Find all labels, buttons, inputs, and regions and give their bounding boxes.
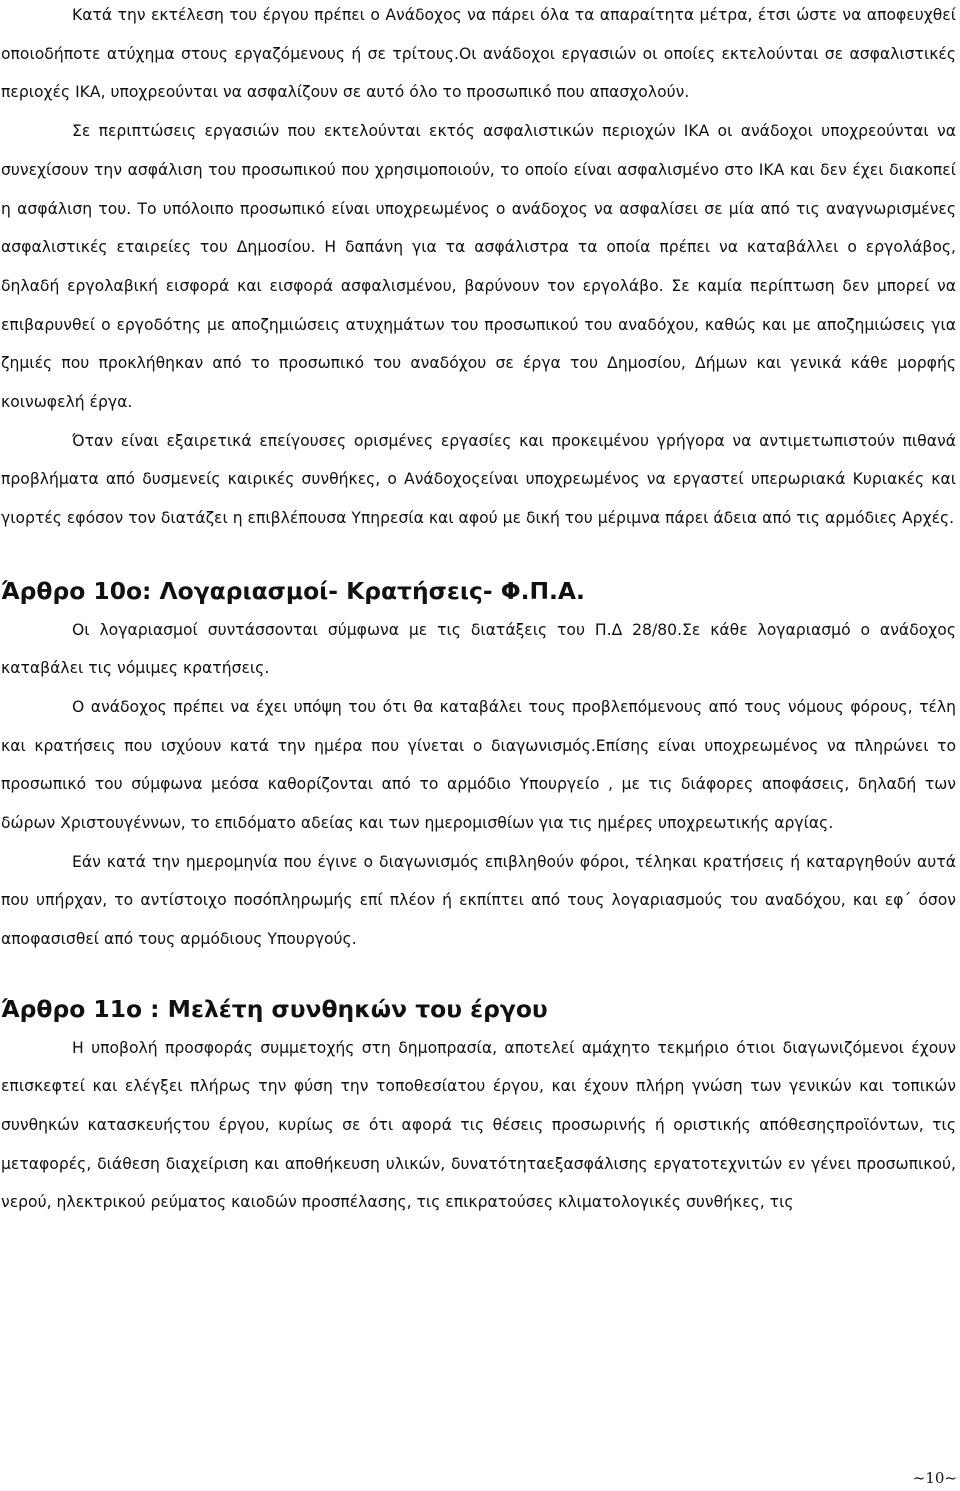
paragraph-overtime: Όταν είναι εξαιρετικά επείγουσες ορισμένες εργασίες και προκειμένου γρήγορα να αντιμετωπιστούν πιθανά προβλήματα από δυσμενείς καιρικές συνθήκες, ο Ανάδοχοςείναι υποχρεωμένος να εργαστεί υπερωριακά Κυριακές και γιορτές εφόσον τον διατάζει η επιβλέπουσα Υπηρεσία και αφού με δική του μέριμνα πάρει άδεια από τις αρμόδιες Αρχές. [1,431,956,528]
article-10-heading: Άρθρο 10ο: Λογαριασμοί- Κρατήσεις- Φ.Π.Α. [1,576,585,605]
article-11-heading: Άρθρο 11ο : Μελέτη συνθηκών του έργου [1,994,548,1023]
paragraph-insurance: Σε περιπτώσεις εργασιών που εκτελούνται εκτός ασφαλιστικών περιοχών ΙΚΑ οι ανάδοχοι υποχρεούνται να συνεχίσουν την ασφάλιση του προσωπικού που χρησιμοποιούν, το οποίο είναι ασφαλισμένο στο ΙΚΑ και δεν έχει διακοπεί η ασφάλιση του. Το υπόλοιπο προσωπικό είναι υποχρεωμένος ο ανάδοχος να ασφαλίσει σε μία από τις αναγνωρισμένες ασφαλιστικές εταιρείες του Δημοσίου. Η δαπάνη για τα ασφάλιστρα τα οποία πρέπει να καταβάλλει ο εργολάβος, δηλαδή εργολαβική εισφορά και εισφορά ασφαλισμένου, βαρύνουν τον εργολάβο. Σε καμία περίπτωση δεν μπορεί να επιβαρυνθεί ο εργοδότης με αποζημιώσεις ατυχημάτων του προσωπικού του αναδόχου, καθώς και με αποζημιώσεις για ζημιές που προκλήθηκαν από το προσωπικό του αναδόχου σε έργα του Δημοσίου, Δήμων και γενικά κάθε μορφής κοινωφελή έργα. [1,122,956,412]
article-11-paragraph: Η υποβολή προσφοράς συμμετοχής στη δημοπρασία, αποτελεί αμάχητο τεκμήριο ότιοι διαγωνιζόμενοι έχουν επισκεφτεί και ελέγξει πλήρως την φύση την τοποθεσίατου έργου, και έχουν πλήρη γνώση των γενικών και τοπικών συνθηκών κατασκευήςτου έργου, κυρίως σε ότι αφορά τις θέσεις προσωρινής ή οριστικής απόθεσηςπροϊόντων, τις μεταφορές, διάθεση διαχείριση και αποθήκευση υλικών, δυνατότηταεξασφάλισης εργατοτεχνιτών εν γένει προσωπικού, νερού, ηλεκτρικού ρεύματος καιοδών προσπέλασης, τις επικρατούσες κλιματολογικές συνθήκες, τις [1,1038,956,1212]
article-10-paragraph: Εάν κατά την ημερομηνία που έγινε ο διαγωνισμός επιβλ‍ηθούν φόροι, τέληκαι κρατήσεις ή καταργηθούν αυτά που υπήρχαν, το αντίστοιχο ποσόπληρωμής επί πλέον ή εκπίπτει από τους λογαριασμούς του αναδόχου, και εφ΄ όσον αποφασισθεί από τους αρμόδιους Υπουργούς. [1,852,956,949]
page-number: ~10~ [912,1469,957,1487]
article-10-paragraph: Οι λογαριασμοί συντάσσονται σύμφωνα με τις διατάξεις του Π.Δ 28/80.Σε κάθε λογαριασμό ο ανάδοχος καταβάλει τις νόμιμες κρατήσεις. [1,620,956,678]
article-10-paragraph: Ο ανάδοχος πρέπει να έχει υπόψη του ότι θα καταβάλει τους προβλεπόμενους από τους νόμους φόρους, τέλη και κρατήσεις που ισχύουν κατά την ημέρα που γίνεται ο διαγωνισμός.Επίσης είναι υποχρεωμένος να πληρώνει το προσωπικό του σύμφωνα μεόσα καθορίζονται από το αρμόδιο Υπουργείο , με τις διάφορες αποφάσεις, δηλαδή των δώρων Χριστουγέννων, το επιδόματο αδείας και των ημερομισθίων για τις ημέρες υποχρεωτικής αργίας. [1,697,956,833]
paragraph-safety: Κατά την εκτέλεση του έργου πρέπει ο Ανάδοχος να πάρει όλα τα απαραίτητα μέτρα, έτσι ώστε να αποφευχθεί οποιοδήποτε ατύχημα στους εργαζόμενους ή σε τρίτους.Οι ανάδοχοι εργασιών οι οποίες εκτελούνται σε ασφαλιστικές περιοχές ΙΚΑ, υποχρεούνται να ασφαλίζουν σε αυτό όλο το προσωπικό που απασχολούν. [1,6,956,102]
